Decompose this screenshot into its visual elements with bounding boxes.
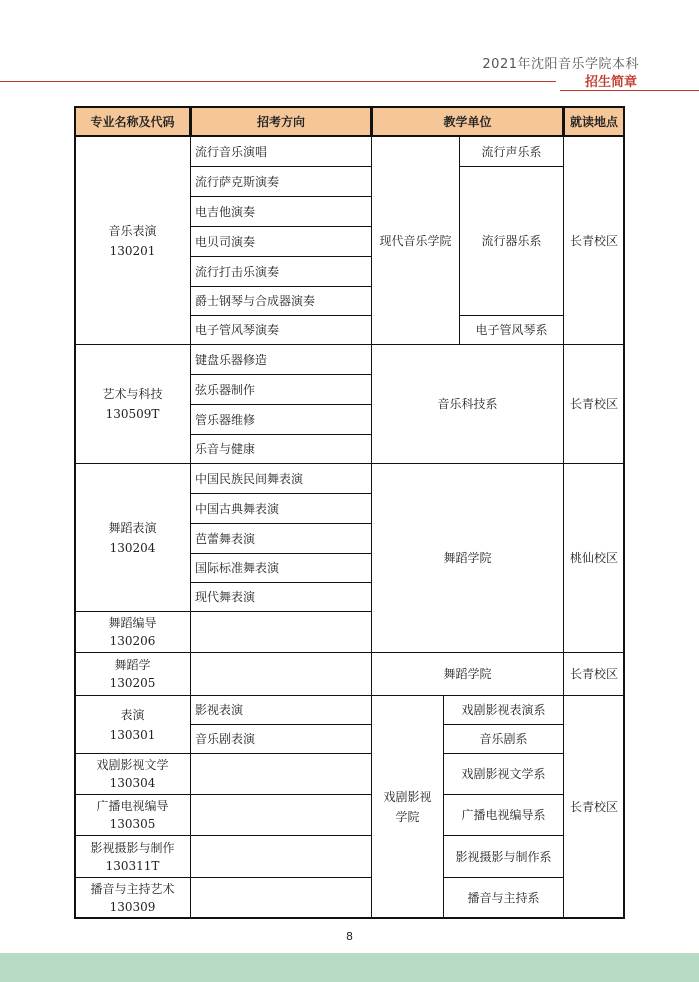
major-name: 播音与主持艺术 [90,882,175,896]
brochure-subtitle: 招生简章 [584,75,637,90]
major-code: 130206 [109,634,156,648]
department-cell: 流行器乐系 [459,166,564,316]
campus-cell: 长青校区 [563,652,625,696]
direction-cell: 弦乐器制作 [190,374,372,405]
department-cell: 广播电视编导系 [443,794,564,836]
direction-cell: 键盘乐器修造 [190,344,372,375]
major-cell [74,136,191,345]
column-header-direction: 招考方向 [190,106,372,137]
direction-cell-empty [190,753,372,795]
unit-cell: 戏剧影视学院 [371,695,444,919]
major-name: 舞蹈表演 [108,520,157,535]
major-code: 130305 [109,817,156,831]
department-cell: 戏剧影视文学系 [443,753,564,795]
major-name: 戏剧影视文学 [96,758,169,772]
direction-cell: 流行打击乐演奏 [190,256,372,287]
major-cell [74,695,191,754]
unit-cell: 现代音乐学院 [371,136,460,345]
major-code: 130201 [109,243,156,258]
column-header-major: 专业名称及代码 [74,106,191,137]
major-name: 舞蹈编导 [108,616,157,630]
direction-cell: 芭蕾舞表演 [190,523,372,554]
major-code: 130301 [109,727,156,742]
campus-cell: 长青校区 [563,344,625,464]
direction-cell-empty [190,611,372,653]
department-cell: 戏剧影视表演系 [443,695,564,725]
department-cell: 播音与主持系 [443,877,564,919]
direction-cell: 电吉他演奏 [190,196,372,227]
major-name: 表演 [120,707,145,722]
major-cell [74,611,191,653]
major-name: 影视摄影与制作 [90,840,175,855]
major-cell [74,835,191,878]
major-cell [74,344,191,464]
page-number: 8 [346,930,353,943]
direction-cell: 乐音与健康 [190,434,372,464]
direction-cell: 音乐剧表演 [190,724,372,754]
brochure-title: 2021年沈阳音乐学院本科 [482,57,639,72]
major-cell [74,794,191,836]
direction-cell: 爵士钢琴与合成器演奏 [190,286,372,316]
column-header-campus: 就读地点 [563,106,625,137]
major-code: 130309 [109,900,156,914]
major-cell [74,877,191,919]
major-code: 130205 [109,676,156,690]
campus-cell: 长青校区 [563,136,625,345]
unit-cell: 音乐科技系 [371,344,564,464]
major-cell [74,753,191,795]
major-name: 广播电视编导 [96,799,169,813]
direction-cell: 电子管风琴演奏 [190,315,372,345]
campus-cell: 长青校区 [563,695,625,919]
department-cell: 影视摄影与制作系 [443,835,564,878]
direction-cell: 中国民族民间舞表演 [190,463,372,494]
direction-cell: 电贝司演奏 [190,226,372,257]
unit-cell: 舞蹈学院 [371,463,564,653]
major-name: 音乐表演 [108,223,157,238]
direction-cell: 现代舞表演 [190,582,372,612]
subtitle-rule [560,90,699,91]
department-cell: 音乐剧系 [443,724,564,754]
department-cell: 流行声乐系 [459,136,564,167]
direction-cell-empty [190,877,372,919]
major-code: 130204 [109,540,156,555]
direction-cell: 管乐器维修 [190,404,372,435]
unit-cell: 舞蹈学院 [371,652,564,696]
major-code: 130304 [109,776,156,790]
direction-cell-empty [190,794,372,836]
major-name: 艺术与科技 [102,387,163,401]
direction-cell: 流行音乐演唱 [190,136,372,167]
direction-cell: 国际标准舞表演 [190,553,372,583]
major-name: 舞蹈学 [114,658,151,672]
department-cell: 电子管风琴系 [459,315,564,345]
major-cell [74,652,191,696]
major-code: 130509T [105,407,160,421]
campus-cell: 桃仙校区 [563,463,625,653]
direction-cell-empty [190,835,372,878]
header-rule [0,81,556,82]
footer-band [0,953,699,982]
direction-cell: 影视表演 [190,695,372,725]
column-header-unit: 教学单位 [371,106,564,137]
major-cell [74,463,191,612]
direction-cell: 流行萨克斯演奏 [190,166,372,197]
major-code: 130311T [105,858,160,873]
direction-cell-empty [190,652,372,696]
direction-cell: 中国古典舞表演 [190,493,372,524]
